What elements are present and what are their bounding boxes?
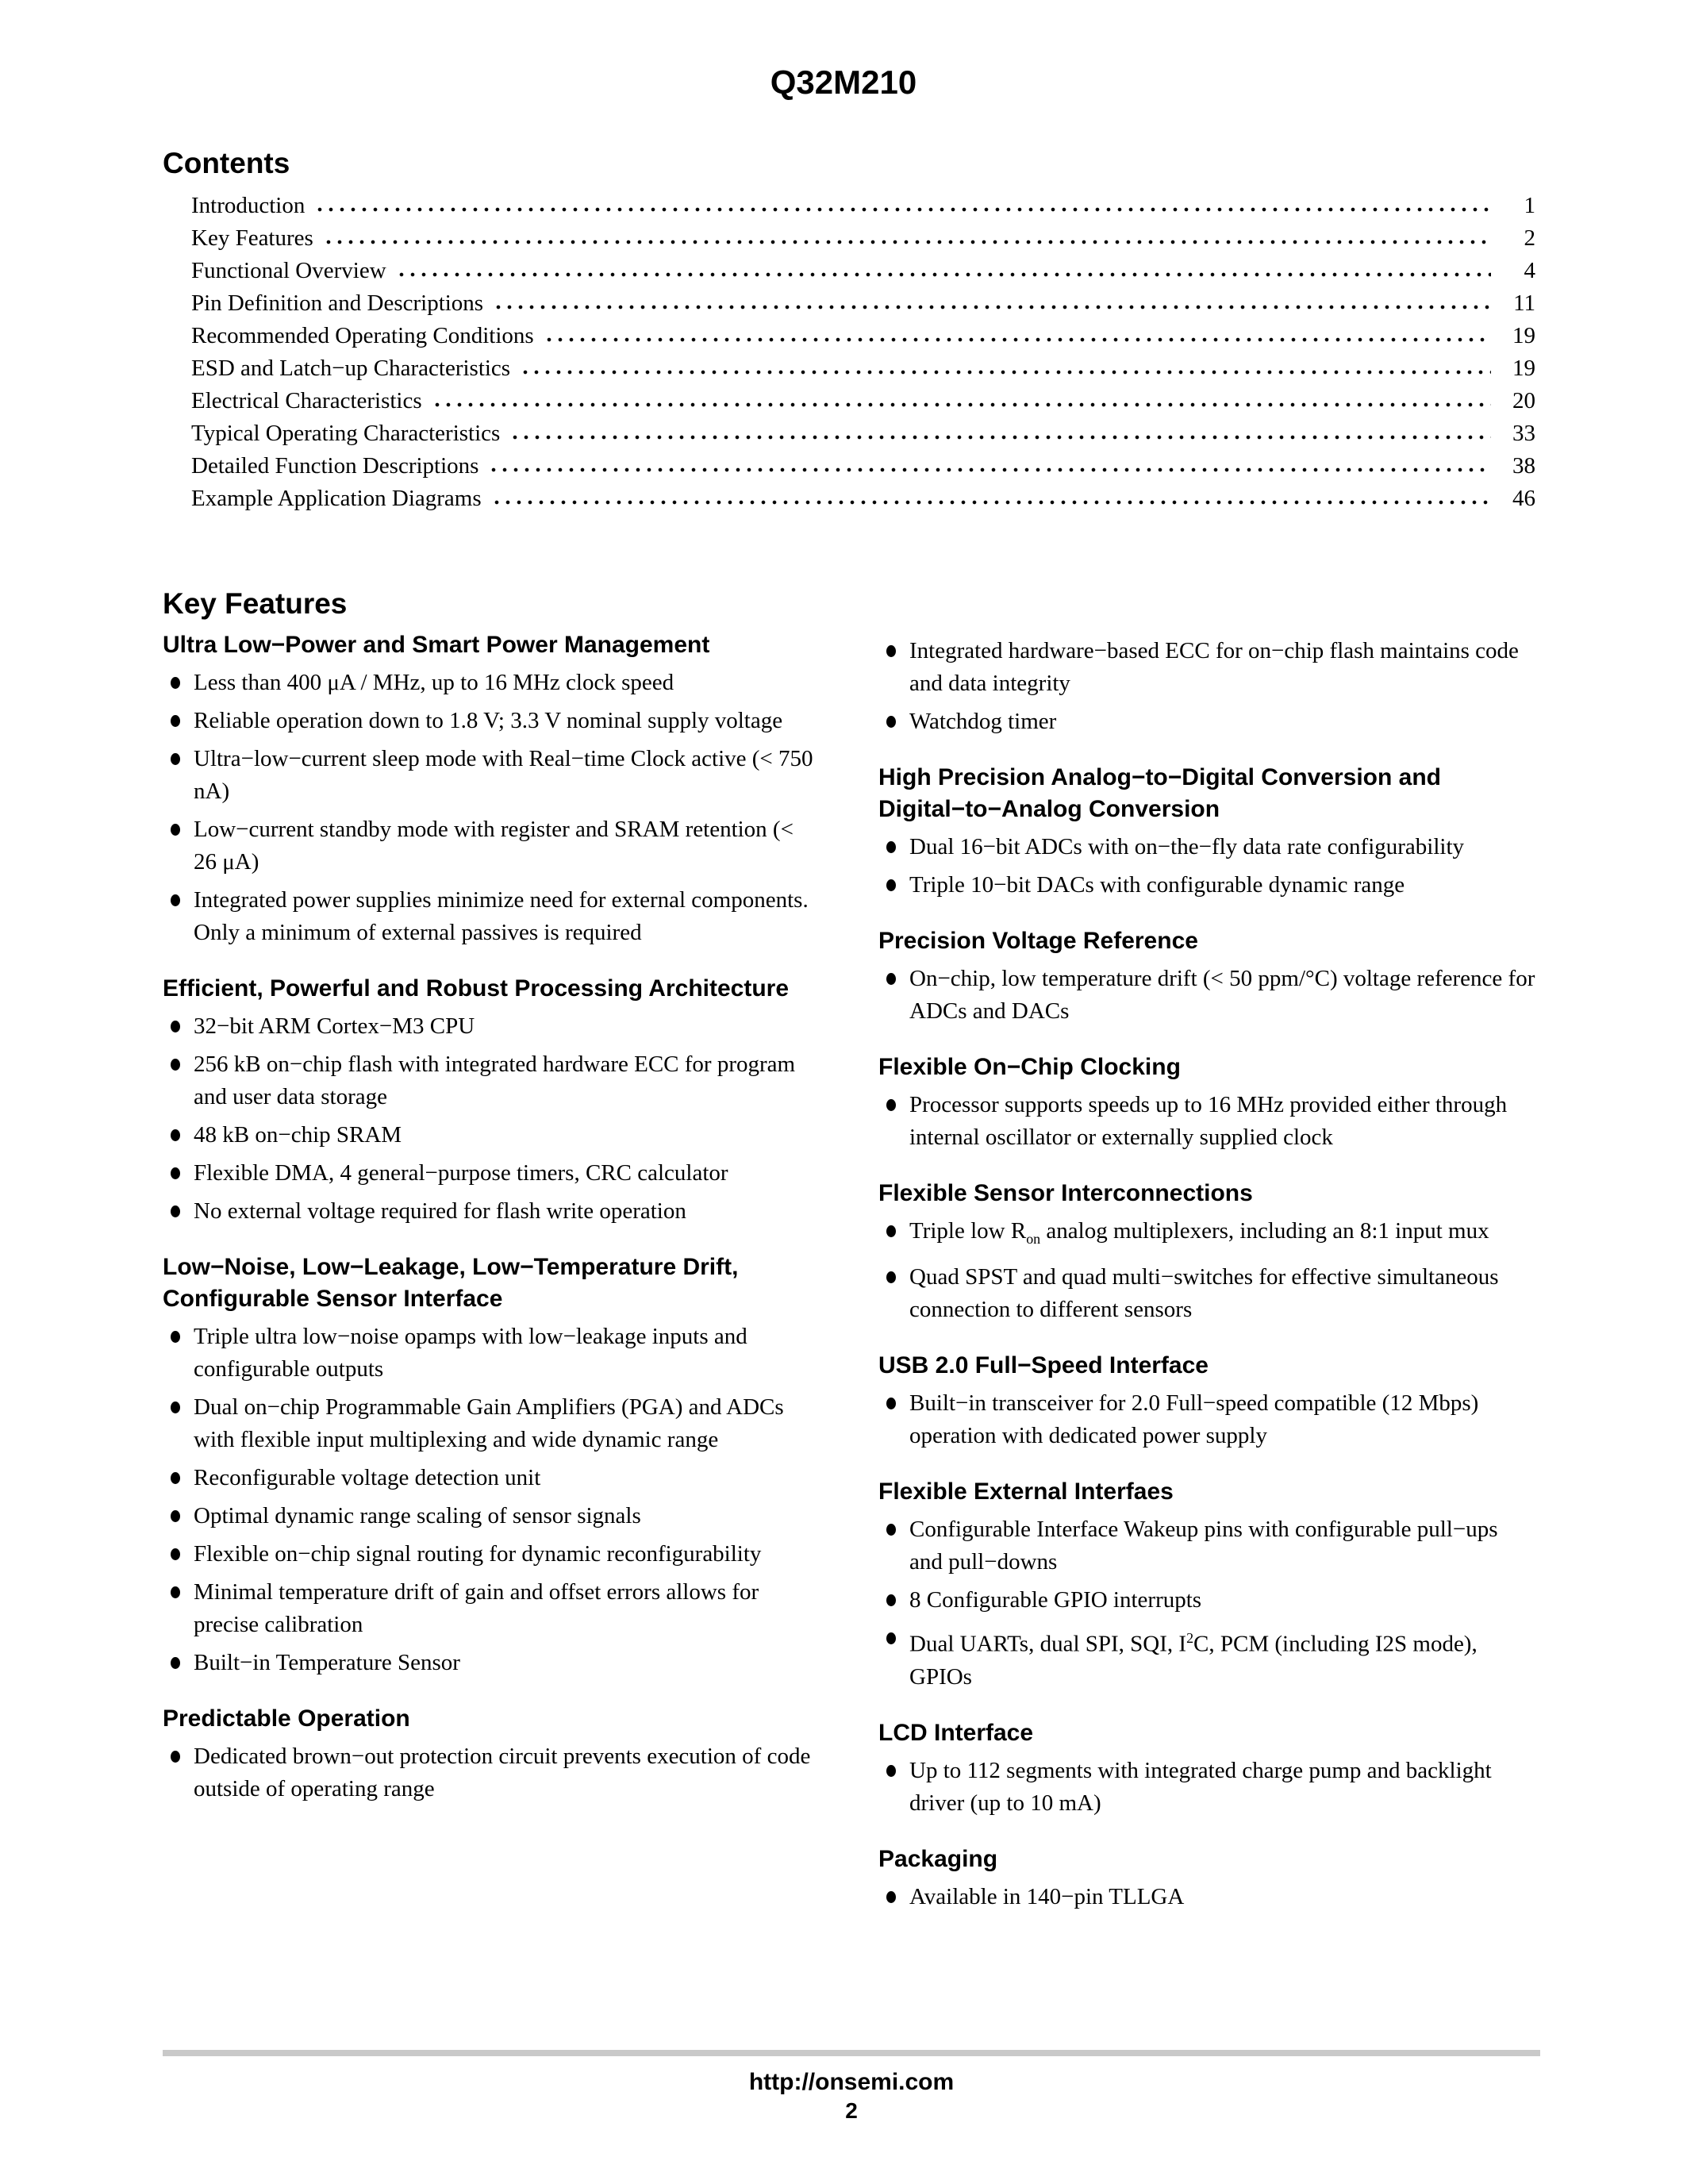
toc-dot-leader — [493, 304, 1491, 310]
feature-bullet — [878, 635, 1535, 700]
feature-bullet — [163, 1647, 820, 1679]
bullet-icon — [171, 1129, 180, 1141]
toc-dot-leader — [544, 336, 1491, 343]
feature-bullet-text: Configurable Interface Wakeup pins with configurable pull−ups and pull−downs — [909, 1517, 1498, 1575]
feature-section — [878, 1052, 1535, 1154]
toc-entry-title: Typical Operating Characteristics — [191, 420, 501, 446]
feature-section-heading: Flexible Sensor Interconnections — [878, 1180, 1253, 1207]
feature-section — [878, 635, 1535, 738]
toc-entry[interactable] — [191, 483, 1535, 515]
feature-bullet — [878, 1089, 1535, 1154]
feature-section-heading: High Precision Analog−to−Digital Conversion and Digital−to−Analog Conversion — [878, 764, 1441, 823]
bullet-icon — [171, 1331, 180, 1343]
bullet-icon — [171, 894, 180, 906]
toc-entry-page: 4 — [1524, 257, 1535, 283]
feature-section-heading: Predictable Operation — [163, 1705, 410, 1732]
feature-bullet-text: 256 kB on−chip flash with integrated hardware ECC for program and user data storage — [194, 1052, 796, 1110]
toc-entry-title: Introduction — [191, 192, 306, 218]
feature-bullet — [878, 963, 1535, 1028]
toc-entry-page: 19 — [1512, 355, 1535, 381]
toc-entry-title: Electrical Characteristics — [191, 387, 422, 413]
bullet-icon — [171, 1548, 180, 1560]
toc-entry-title: Key Features — [191, 225, 313, 251]
feature-section — [163, 973, 820, 1228]
feature-bullet-text: Dual UARTs, dual SPI, SQI, $I^2C$, PCM (including I2S mode), GPIOs — [909, 1630, 1478, 1690]
toc-dot-leader — [488, 467, 1491, 473]
key-features-right-column — [878, 629, 1535, 1913]
feature-bullet-text: Minimal temperature drift of gain and offset errors allows for precise calibration — [194, 1579, 759, 1638]
bullet-icon — [886, 973, 896, 985]
feature-bullet-text: Low−current standby mode with register and SRAM retention (< 26 μA) — [194, 817, 794, 875]
feature-section — [878, 925, 1535, 1028]
feature-bullet-text: Dedicated brown−out protection circuit prevents execution of code outside of operating range — [194, 1744, 811, 1802]
feature-section — [878, 1350, 1535, 1452]
feature-bullet-text: Triple low $R_{on}$ analog multiplexers, including an 8:1 input mux — [909, 1218, 1489, 1248]
toc-entry-title: ESD and Latch−up Characteristics — [191, 355, 511, 381]
feature-bullet — [163, 884, 820, 949]
feature-bullet — [878, 1387, 1535, 1452]
feature-section-heading: USB 2.0 Full−Speed Interface — [878, 1352, 1209, 1379]
feature-bullet — [878, 1584, 1535, 1617]
feature-bullet — [878, 1881, 1535, 1913]
feature-bullet — [878, 1622, 1535, 1694]
bullet-icon — [171, 824, 180, 836]
feature-bullet — [163, 1740, 820, 1805]
feature-section-heading: Flexible External Interfaes — [878, 1478, 1174, 1505]
feature-bullet — [163, 1195, 820, 1228]
feature-bullet — [878, 706, 1535, 738]
toc-entry[interactable] — [191, 352, 1535, 385]
feature-bullet — [163, 1538, 820, 1571]
bullet-icon — [171, 1167, 180, 1179]
feature-bullet — [878, 1215, 1535, 1255]
toc-entry-title: Pin Definition and Descriptions — [191, 290, 484, 316]
feature-bullet — [878, 1513, 1535, 1578]
bullet-icon — [171, 1205, 180, 1217]
toc-entry-page: 2 — [1524, 225, 1535, 251]
feature-bullet — [878, 831, 1535, 863]
toc-entry-page: 20 — [1512, 387, 1535, 413]
bullet-icon — [886, 1765, 896, 1777]
bullet-icon — [886, 1524, 896, 1536]
toc-entry-title: Functional Overview — [191, 257, 386, 283]
toc-dot-leader — [491, 499, 1491, 506]
feature-bullet-text: Triple 10−bit DACs with configurable dynamic range — [909, 872, 1405, 898]
feature-section — [878, 762, 1535, 902]
bullet-icon — [171, 1751, 180, 1763]
toc-entry-title: Recommended Operating Conditions — [191, 322, 534, 348]
key-features-section — [163, 588, 1535, 1913]
feature-bullet — [878, 1755, 1535, 1820]
feature-bullet — [163, 1462, 820, 1494]
feature-bullet-text: Integrated hardware−based ECC for on−chip flash maintains code and data integrity — [909, 638, 1519, 697]
feature-bullet-text: Ultra−low−current sleep mode with Real−time Clock active (< 750 nA) — [194, 746, 813, 805]
page-title: Q32M210 — [770, 63, 917, 101]
bullet-icon — [886, 841, 896, 853]
toc-entry[interactable] — [191, 222, 1535, 255]
bullet-icon — [886, 1891, 896, 1903]
feature-section — [878, 1844, 1535, 1913]
feature-bullet-text: Built−in Temperature Sensor — [194, 1650, 460, 1676]
feature-bullet-text: Processor supports speeds up to 16 MHz provided either through internal oscillator or externally supplied clock — [909, 1092, 1508, 1151]
feature-bullet-text: Dual 16−bit ADCs with on−the−fly data rate configurability — [909, 834, 1465, 860]
feature-section-heading: Flexible On−Chip Clocking — [878, 1054, 1181, 1081]
feature-bullet-text: Less than 400 μA / MHz, up to 16 MHz clock speed — [194, 670, 674, 696]
feature-bullet-text: Optimal dynamic range scaling of sensor signals — [194, 1503, 641, 1529]
feature-bullet-text: Flexible on−chip signal routing for dynamic reconfigurability — [194, 1541, 762, 1567]
feature-section — [878, 1717, 1535, 1820]
feature-bullet — [163, 667, 820, 699]
bullet-icon — [886, 1398, 896, 1409]
feature-bullet-text: Dual on−chip Programmable Gain Amplifiers (PGA) and ADCs with flexible input multiplexing and wide dynamic range — [194, 1394, 784, 1453]
contents-heading: Contents — [163, 147, 290, 180]
feature-bullet-text: Available in 140−pin TLLGA — [909, 1883, 1185, 1909]
toc-dot-leader — [432, 402, 1491, 408]
feature-bullet-text: Up to 112 segments with integrated charge pump and backlight driver (up to 10 mA) — [909, 1757, 1492, 1816]
bullet-icon — [886, 1632, 896, 1644]
toc-entry-page: 38 — [1512, 452, 1535, 479]
feature-bullet — [163, 1500, 820, 1532]
toc-entry-page: 19 — [1512, 322, 1535, 348]
toc-dot-leader — [396, 271, 1491, 278]
bullet-icon — [171, 1657, 180, 1669]
bullet-icon — [886, 1594, 896, 1606]
footer-url-link[interactable]: http://onsemi.com — [748, 2069, 955, 2095]
feature-bullet-text: Flexible DMA, 4 general−purpose timers, CRC calculator — [194, 1160, 728, 1186]
feature-bullet-text: Quad SPST and quad multi−switches for effective simultaneous connection to different sensors — [909, 1264, 1499, 1323]
bullet-icon — [171, 1059, 180, 1071]
toc-entry-page: 33 — [1512, 420, 1535, 446]
bullet-icon — [171, 1021, 180, 1032]
feature-bullet-text: Triple ultra low−noise opamps with low−leakage inputs and configurable outputs — [194, 1324, 747, 1382]
toc-entry[interactable] — [191, 320, 1535, 352]
feature-section-heading: Ultra Low−Power and Smart Power Management — [163, 632, 710, 659]
feature-bullet — [163, 1119, 820, 1152]
feature-bullet — [163, 1048, 820, 1113]
feature-bullet-text: 8 Configurable GPIO interrupts — [909, 1587, 1202, 1613]
key-features-heading: Key Features — [163, 586, 348, 620]
feature-section-heading: Efficient, Powerful and Robust Processing Architecture — [163, 975, 790, 1002]
feature-section — [163, 1252, 820, 1679]
feature-bullet — [163, 1321, 820, 1386]
toc-entry-page: 1 — [1524, 192, 1535, 218]
toc-entry[interactable] — [191, 255, 1535, 287]
key-features-left-column — [163, 629, 820, 1913]
feature-bullet — [163, 1576, 820, 1641]
toc-list — [163, 190, 1535, 515]
feature-bullet — [163, 1391, 820, 1456]
bullet-icon — [171, 1510, 180, 1522]
toc-dot-leader — [520, 369, 1491, 375]
bullet-icon — [171, 1472, 180, 1484]
feature-bullet-text: On−chip, low temperature drift (< 50 ppm/°C) voltage reference for ADCs and DACs — [909, 966, 1535, 1025]
toc-dot-leader — [314, 206, 1491, 213]
contents-section — [163, 148, 1535, 515]
toc-entry-title: Detailed Function Descriptions — [191, 452, 479, 479]
feature-section — [878, 1178, 1535, 1326]
feature-bullet — [163, 1010, 820, 1043]
feature-bullet-text: Built−in transceiver for 2.0 Full−speed compatible (12 Mbps) operation with dedicated power supply — [909, 1390, 1479, 1449]
feature-bullet — [163, 705, 820, 737]
footer-divider-bar — [163, 2050, 1540, 2056]
feature-bullet — [878, 1261, 1535, 1326]
feature-bullet — [878, 869, 1535, 902]
bullet-icon — [886, 879, 896, 891]
bullet-icon — [171, 1402, 180, 1413]
feature-bullet-text: Reconfigurable voltage detection unit — [194, 1465, 541, 1491]
feature-section — [878, 1476, 1535, 1694]
page-footer — [163, 2050, 1540, 2123]
toc-entry-page: 11 — [1513, 290, 1535, 316]
toc-entry[interactable] — [191, 287, 1535, 320]
toc-entry[interactable] — [191, 385, 1535, 417]
feature-section-heading: LCD Interface — [878, 1719, 1034, 1746]
toc-entry[interactable] — [191, 450, 1535, 483]
toc-entry[interactable] — [191, 190, 1535, 222]
feature-bullet-text: 48 kB on−chip SRAM — [194, 1122, 402, 1148]
bullet-icon — [171, 677, 180, 689]
feature-section — [163, 629, 820, 949]
bullet-icon — [171, 1586, 180, 1598]
bullet-icon — [886, 1271, 896, 1283]
bullet-icon — [886, 1099, 896, 1111]
bullet-icon — [171, 753, 180, 765]
feature-bullet-text: Watchdog timer — [909, 709, 1057, 735]
feature-bullet — [163, 743, 820, 808]
key-features-columns — [163, 629, 1535, 1913]
bullet-icon — [886, 645, 896, 657]
feature-bullet-text: No external voltage required for flash write operation — [194, 1198, 686, 1225]
feature-bullet — [163, 1157, 820, 1190]
feature-bullet-text: 32−bit ARM Cortex−M3 CPU — [194, 1013, 475, 1040]
feature-section-heading: Precision Voltage Reference — [878, 928, 1198, 955]
feature-section — [163, 1703, 820, 1805]
toc-dot-leader — [509, 434, 1491, 440]
toc-entry[interactable] — [191, 417, 1535, 450]
feature-bullet — [163, 813, 820, 879]
bullet-icon — [886, 1225, 896, 1237]
bullet-icon — [171, 715, 180, 727]
feature-bullet-text: Integrated power supplies minimize need for external components. Only a minimum of external passives is required — [194, 887, 809, 946]
footer-page-number: 2 — [845, 2098, 858, 2123]
feature-bullet-text: Reliable operation down to 1.8 V; 3.3 V nominal supply voltage — [194, 708, 783, 734]
feature-section-heading: Packaging — [878, 1845, 998, 1872]
toc-entry-title: Example Application Diagrams — [191, 485, 482, 511]
toc-dot-leader — [323, 239, 1491, 245]
bullet-icon — [886, 716, 896, 728]
feature-section-heading: Low−Noise, Low−Leakage, Low−Temperature Drift, Configurable Sensor Interface — [163, 1254, 739, 1313]
toc-entry-page: 46 — [1512, 485, 1535, 511]
